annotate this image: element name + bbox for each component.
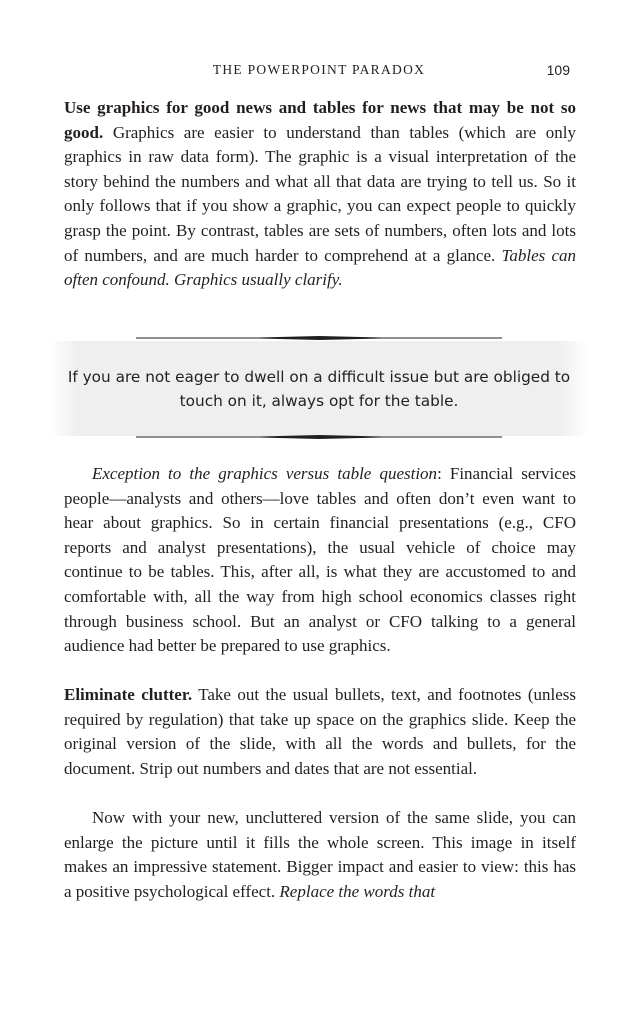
paragraph-graphics-vs-tables bbox=[64, 96, 576, 293]
paragraph-italic-lead: Exception to the graphics versus table question bbox=[92, 464, 438, 483]
paragraph-body: Now with your new, uncluttered version of the same slide, you can enlarge the picture until it fills the whole screen. This image in itself makes an impressive statement. Bigger impact and easier to view: this has a positive psychological effect. bbox=[64, 808, 576, 901]
paragraph-bold-lead: Use graphics for good news and tables for news that may be not so good. bbox=[64, 98, 576, 142]
pull-quote bbox=[50, 341, 588, 436]
running-title: THE POWERPOINT PARADOX bbox=[212, 62, 426, 77]
paragraph-uncluttered-slide bbox=[64, 806, 576, 904]
pull-quote-bottom-rule bbox=[136, 435, 502, 439]
paragraph-eliminate-clutter bbox=[64, 683, 576, 781]
paragraph-italic-tail: Tables can often confound. Graphics usually clarify. bbox=[64, 245, 576, 290]
paragraph-body: Take out the usual bullets, text, and footnotes (unless required by regulation) that take up space on the graphics slide. Keep the original version of the slide, with all the words and bullets, for the document. Strip out numbers and dates that are not essential. bbox=[64, 685, 577, 778]
pull-quote-text: If you are not eager to dwell on a difficult issue but are obliged to touch on it, always opt for the table. bbox=[67, 368, 571, 410]
paragraph-exception bbox=[64, 462, 576, 659]
pull-quote-top-rule bbox=[136, 336, 502, 340]
page-number: 109 bbox=[546, 62, 570, 78]
paragraph-body: Graphics are easier to understand than tables (which are only graphics in raw data form). The graphic is a visual interpretation of the story behind the numbers and what all that data are trying to tell us. So it only follows that if you show a graphic, you can expect people to quickly grasp the point. By contrast, tables are sets of numbers, often lots and lots of numbers, and are much harder to comprehend at a glance. bbox=[64, 122, 576, 265]
paragraph-body: : Financial services people—analysts and others—love tables and often don’t even want to hear about graphics. So in certain financial presentations (e.g., CFO reports and analyst presentations), the usual vehicle of choice may continue to be tables. This, after all, is what they are accustomed to and comfortable with, all the way from high school economics classes right through business school. But an analyst or CFO talking to a general audience had better be prepared to use graphics. bbox=[64, 464, 576, 656]
running-header bbox=[0, 62, 638, 82]
paragraph-italic-tail: Replace the words that bbox=[279, 881, 436, 901]
paragraph-bold-lead: Eliminate clutter. bbox=[64, 685, 193, 704]
